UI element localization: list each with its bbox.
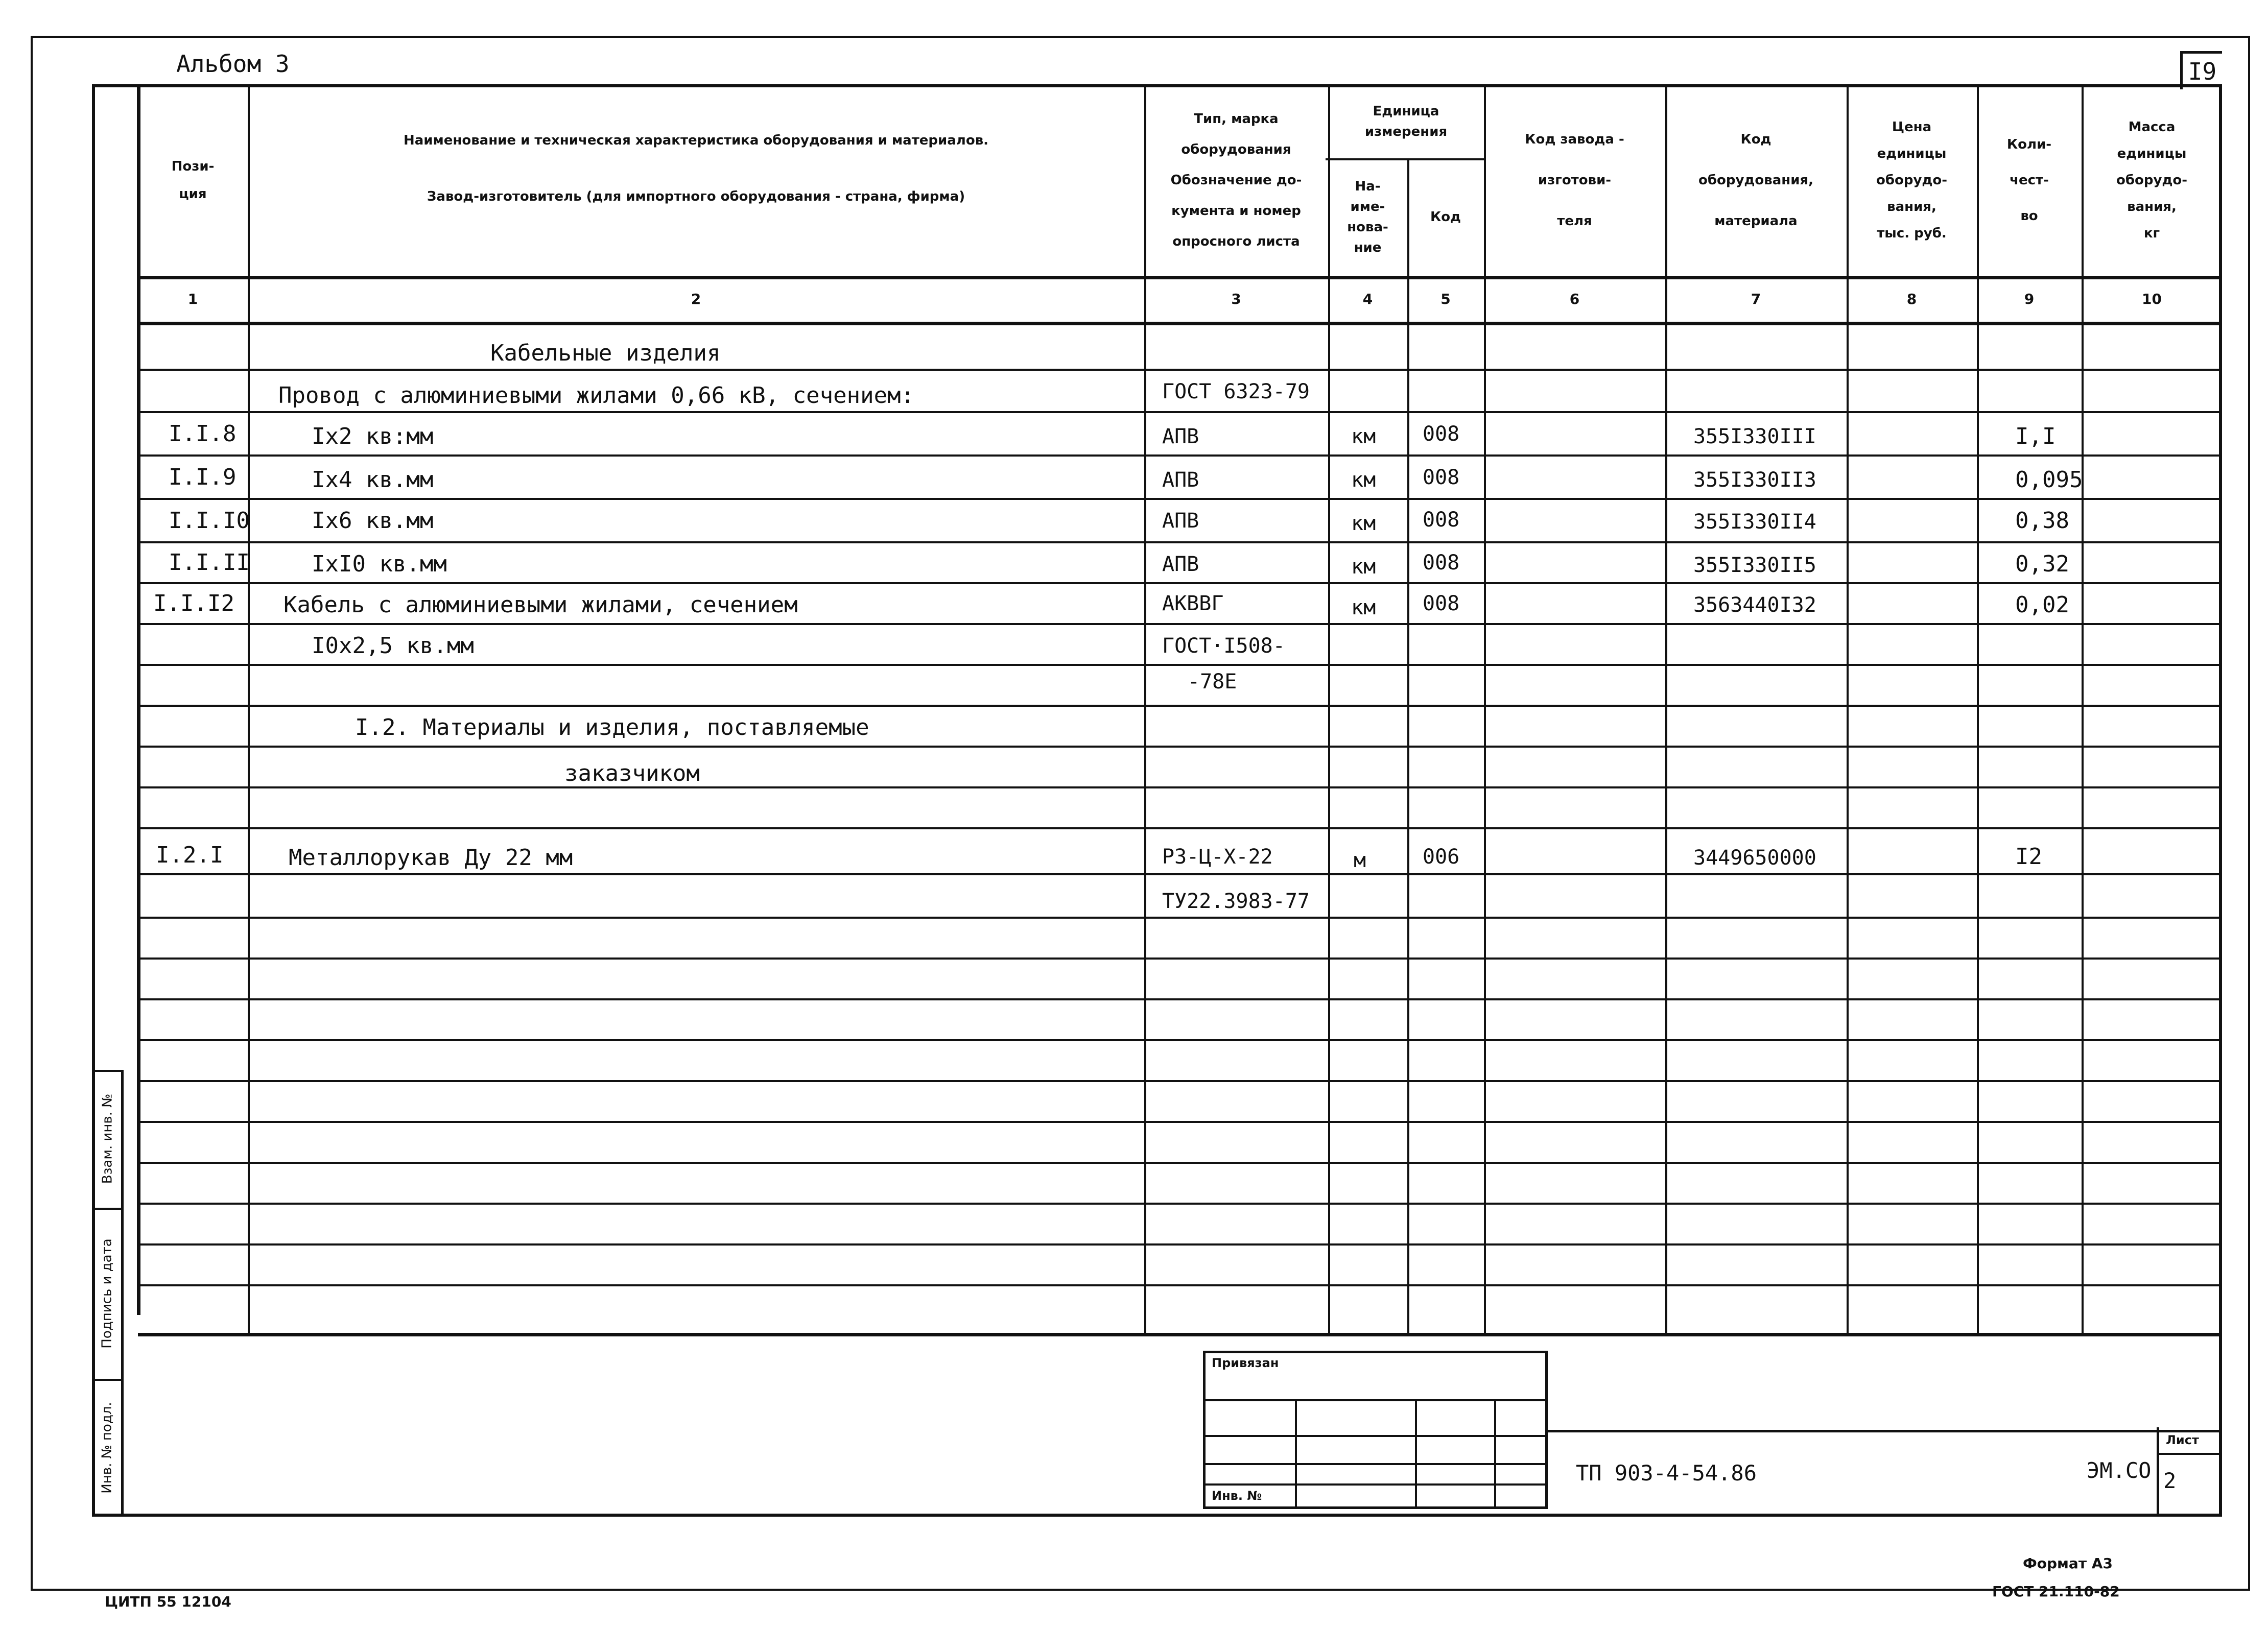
header-unit-group: Единица измерения: [1364, 103, 1448, 139]
row-type: АПВ: [1162, 425, 1199, 448]
row-line: [138, 664, 2222, 666]
row-type: РЗ-Ц-Х-22: [1162, 845, 1273, 869]
row-quantity: 0,02: [2015, 592, 2069, 618]
col-number-10: 10: [2142, 290, 2162, 307]
row-equipment-code: 355I330II5: [1693, 554, 1816, 577]
row-line: [138, 623, 2222, 625]
row-line: [138, 369, 2222, 371]
row-position: I.2.I: [156, 842, 224, 868]
page-number: I9: [2180, 51, 2222, 89]
row-line: [138, 541, 2222, 543]
row-code: 008: [1423, 466, 1460, 489]
document-suffix: ЭМ.СО: [2087, 1458, 2152, 1483]
row-unit: км: [1351, 425, 1376, 448]
row-line: [138, 1203, 2222, 1205]
row-name: Iх2 кв:мм: [312, 423, 434, 449]
header-unit-code: Код: [1430, 209, 1461, 225]
header-type: Тип, марка оборудования Обозначение до- кумента и номер опросного листа: [1170, 111, 1302, 249]
header-price: Цена единицы оборудо- вания, тыс. руб.: [1876, 119, 1948, 241]
row-line: [138, 454, 2222, 457]
row-line: [138, 827, 2222, 829]
sheet-number-divider: [2157, 1453, 2222, 1455]
sheet-number: 2: [2163, 1468, 2177, 1493]
printer-label: ЦИТП 55 12104: [105, 1593, 231, 1610]
row-type: ТУ22.3983-77: [1162, 890, 1310, 913]
sheet-label: Лист: [2166, 1433, 2199, 1447]
col-number-4: 4: [1362, 290, 1373, 307]
row-equipment-code: 3563440I32: [1693, 593, 1816, 617]
header-unit-name: На- име- нова- ние: [1347, 179, 1388, 255]
row-type: -78Е: [1188, 670, 1237, 693]
inventory-label: Инв. №: [1212, 1489, 1262, 1503]
col-number-5: 5: [1440, 290, 1451, 307]
row-equipment-code: 355I330II4: [1693, 510, 1816, 534]
row-equipment-code: 355I330II3: [1693, 468, 1816, 492]
side-label-replacement: Взам. инв. №: [100, 1093, 115, 1184]
row-line: [138, 873, 2222, 875]
col-number-8: 8: [1906, 290, 1917, 307]
row-name: Iх4 кв.мм: [312, 467, 434, 493]
row-position: I.I.I0: [169, 508, 250, 534]
album-title: Альбом 3: [176, 50, 290, 78]
row-quantity: I2: [2015, 844, 2042, 870]
colnum-divider: [138, 322, 2222, 325]
header-position: Пози- ция: [171, 158, 215, 202]
row-line: [138, 998, 2222, 1000]
section-title-customer: заказчиком: [564, 760, 700, 786]
row-code: 008: [1423, 422, 1460, 446]
side-label-original: Инв. № подл.: [100, 1402, 115, 1494]
header-name: Наименование и техническая характеристика оборудования и материалов. Завод-изготовитель (для импортного оборудования - страна, фирма): [403, 133, 989, 204]
row-code: 008: [1423, 551, 1460, 574]
row-code: 008: [1423, 508, 1460, 532]
col-number-6: 6: [1569, 290, 1580, 307]
header-mass: Масса единицы оборудо- вания, кг: [2116, 119, 2188, 241]
col-number-9: 9: [2024, 290, 2035, 307]
row-position: I.I.I2: [153, 590, 234, 616]
row-quantity: I,I: [2015, 423, 2056, 449]
row-line: [138, 1284, 2222, 1286]
row-quantity: 0,32: [2015, 551, 2069, 577]
row-name: Iх6 кв.мм: [312, 508, 434, 534]
row-position: I.I.8: [169, 421, 237, 447]
row-line: [138, 498, 2222, 500]
row-type: АКВВГ: [1162, 592, 1224, 615]
row-type: АПВ: [1162, 553, 1199, 576]
row-line: [138, 957, 2222, 960]
col-number-3: 3: [1231, 290, 1241, 307]
document-code: ТП 903-4-54.86: [1576, 1461, 1757, 1486]
row-line: [138, 1243, 2222, 1246]
row-code: 006: [1423, 845, 1460, 869]
row-line: [138, 1162, 2222, 1164]
row-quantity: 0,095: [2015, 467, 2083, 493]
row-line: [138, 917, 2222, 919]
col-number-2: 2: [691, 290, 701, 307]
row-unit: км: [1351, 468, 1376, 492]
row-line: [138, 1039, 2222, 1041]
row-position: I.I.9: [169, 464, 237, 490]
format-label: Формат А3: [2023, 1555, 2113, 1572]
binding-stamp-col: [1295, 1399, 1297, 1509]
header-equipment-code: Код оборудования, материала: [1698, 131, 1814, 229]
row-name: Металлорукав Ду 22 мм: [289, 845, 573, 871]
row-name: IхI0 кв.мм: [312, 551, 447, 577]
row-name: Кабель с алюминиевыми жилами, сечением: [284, 592, 798, 618]
col-number-1: 1: [187, 290, 198, 307]
header-quantity: Коли- чест- во: [2006, 136, 2052, 224]
row-name: I0х2,5 кв.мм: [312, 633, 474, 659]
col-number-7: 7: [1751, 290, 1761, 307]
row-unit: км: [1351, 596, 1376, 619]
row-line: [138, 411, 2222, 413]
row-line: [138, 582, 2222, 584]
row-line: [138, 705, 2222, 707]
row-type: ГОСТ 6323-79: [1162, 380, 1310, 403]
side-label-signature: Подпись и дата: [100, 1238, 115, 1349]
table-bottom-line: [138, 1333, 2222, 1336]
row-line: [138, 786, 2222, 788]
row-unit: км: [1351, 555, 1376, 579]
row-equipment-code: 3449650000: [1693, 846, 1816, 870]
section-title-materials: I.2. Материалы и изделия, поставляемые: [355, 714, 869, 740]
row-unit: м: [1354, 849, 1366, 872]
row-code: 008: [1423, 592, 1460, 615]
binding-stamp-col: [1415, 1399, 1417, 1509]
row-position: I.I.II: [169, 549, 250, 576]
row-quantity: 0,38: [2015, 508, 2069, 534]
row-name: Провод с алюминиевыми жилами 0,66 кВ, сечением:: [278, 382, 915, 409]
section-title-cable: Кабельные изделия: [490, 340, 721, 366]
binding-label: Привязан: [1212, 1356, 1279, 1370]
row-equipment-code: 355I330III: [1693, 425, 1816, 448]
row-unit: км: [1351, 512, 1376, 535]
header-factory-code: Код завода - изготови- теля: [1525, 131, 1624, 229]
row-line: [138, 1121, 2222, 1123]
binding-stamp-col: [1494, 1399, 1496, 1509]
row-type: АПВ: [1162, 509, 1199, 533]
col-line-1: [248, 84, 250, 1335]
row-type: АПВ: [1162, 468, 1199, 492]
row-type: ГОСТ·I508-: [1162, 634, 1285, 658]
gost-label: ГОСТ 21.110-82: [1992, 1583, 2120, 1600]
row-line: [138, 746, 2222, 748]
row-line: [138, 1080, 2222, 1082]
